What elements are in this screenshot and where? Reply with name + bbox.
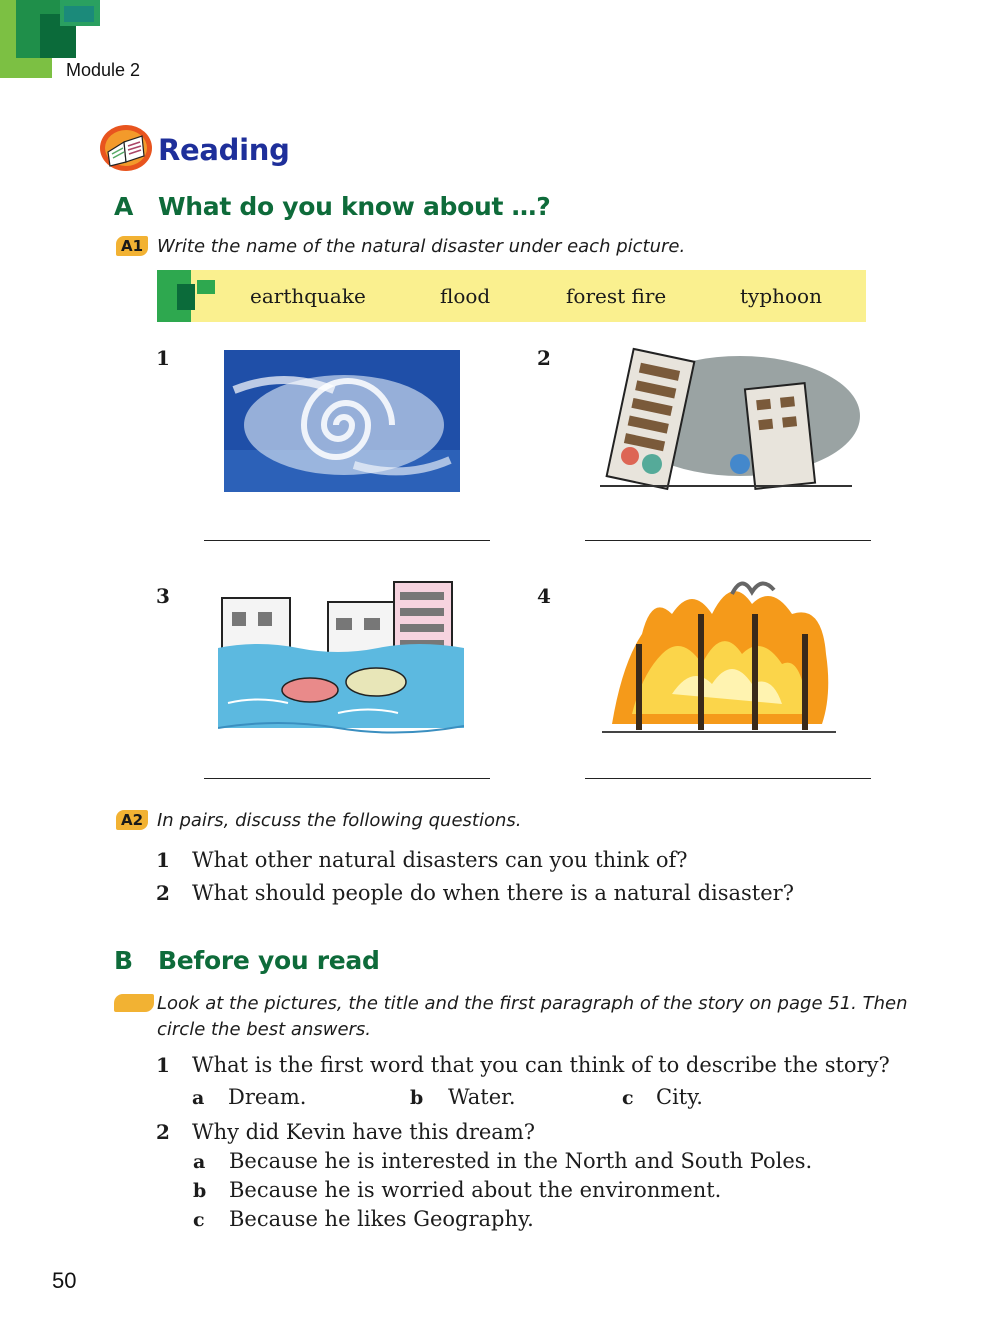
answer-line-4[interactable] bbox=[585, 778, 871, 779]
forest-fire-illustration bbox=[602, 574, 836, 736]
answer-line-2[interactable] bbox=[585, 540, 871, 541]
reading-heading: Reading bbox=[158, 133, 290, 167]
a1-instruction: Write the name of the natural disaster under each picture. bbox=[157, 236, 686, 257]
b-question-1-text: What is the first word that you can think of to describe the story? bbox=[192, 1053, 890, 1077]
a2-question-2-number: 2 bbox=[156, 881, 170, 905]
word-forest-fire: forest fire bbox=[566, 284, 667, 308]
picture-4-number: 4 bbox=[537, 584, 551, 608]
section-b-tag-marker bbox=[114, 994, 154, 1012]
section-b-title: Before you read bbox=[158, 946, 380, 975]
a2-tag: A2 bbox=[116, 810, 148, 830]
module-label: Module 2 bbox=[66, 60, 141, 80]
a2-question-1-text: What other natural disasters can you think of? bbox=[192, 848, 688, 872]
section-b-instruction-line-2: circle the best answers. bbox=[157, 1019, 372, 1040]
word-typhoon: typhoon bbox=[740, 284, 822, 308]
b-q1-option-c-letter[interactable]: c bbox=[622, 1087, 634, 1109]
earthquake-illustration bbox=[590, 346, 862, 496]
flood-illustration bbox=[218, 578, 464, 736]
b-question-1-number: 1 bbox=[156, 1053, 170, 1077]
b-q2-option-b-letter[interactable]: b bbox=[193, 1180, 207, 1202]
b-q1-option-b-text[interactable]: Water. bbox=[448, 1085, 516, 1109]
a2-instruction: In pairs, discuss the following questions. bbox=[157, 810, 522, 831]
b-question-2-text: Why did Kevin have this dream? bbox=[192, 1120, 536, 1144]
section-a-title: What do you know about …? bbox=[158, 192, 551, 221]
a2-question-2-text: What should people do when there is a natural disaster? bbox=[192, 881, 794, 905]
a1-tag: A1 bbox=[116, 236, 148, 256]
b-q2-option-a-text[interactable]: Because he is interested in the North and South Poles. bbox=[229, 1149, 813, 1173]
section-b-letter: B bbox=[114, 946, 134, 975]
b-question-2-number: 2 bbox=[156, 1120, 170, 1144]
b-q1-option-c-text[interactable]: City. bbox=[656, 1085, 703, 1109]
word-flood: flood bbox=[440, 284, 491, 308]
b-q2-option-c-letter[interactable]: c bbox=[193, 1209, 205, 1231]
section-b-instruction-line-1: Look at the pictures, the title and the first paragraph of the story on page 51. Then bbox=[157, 993, 908, 1014]
reading-book-icon bbox=[98, 122, 154, 172]
b-q2-option-c-text[interactable]: Because he likes Geography. bbox=[229, 1207, 534, 1231]
b-q2-option-a-letter[interactable]: a bbox=[193, 1151, 206, 1173]
answer-line-3[interactable] bbox=[204, 778, 490, 779]
picture-2-number: 2 bbox=[537, 346, 551, 370]
page-number: 50 bbox=[52, 1268, 77, 1293]
section-a-letter: A bbox=[114, 192, 134, 221]
b-q1-option-b-letter[interactable]: b bbox=[410, 1087, 424, 1109]
picture-1-number: 1 bbox=[156, 346, 170, 370]
b-q1-option-a-letter[interactable]: a bbox=[192, 1087, 205, 1109]
b-q1-option-a-text[interactable]: Dream. bbox=[228, 1085, 307, 1109]
answer-line-1[interactable] bbox=[204, 540, 490, 541]
picture-3-number: 3 bbox=[156, 584, 170, 608]
a2-question-1-number: 1 bbox=[156, 848, 170, 872]
word-box-marker-icon bbox=[157, 270, 217, 322]
word-earthquake: earthquake bbox=[250, 284, 366, 308]
typhoon-satellite-image bbox=[224, 350, 460, 492]
b-q2-option-b-text[interactable]: Because he is worried about the environment. bbox=[229, 1178, 722, 1202]
